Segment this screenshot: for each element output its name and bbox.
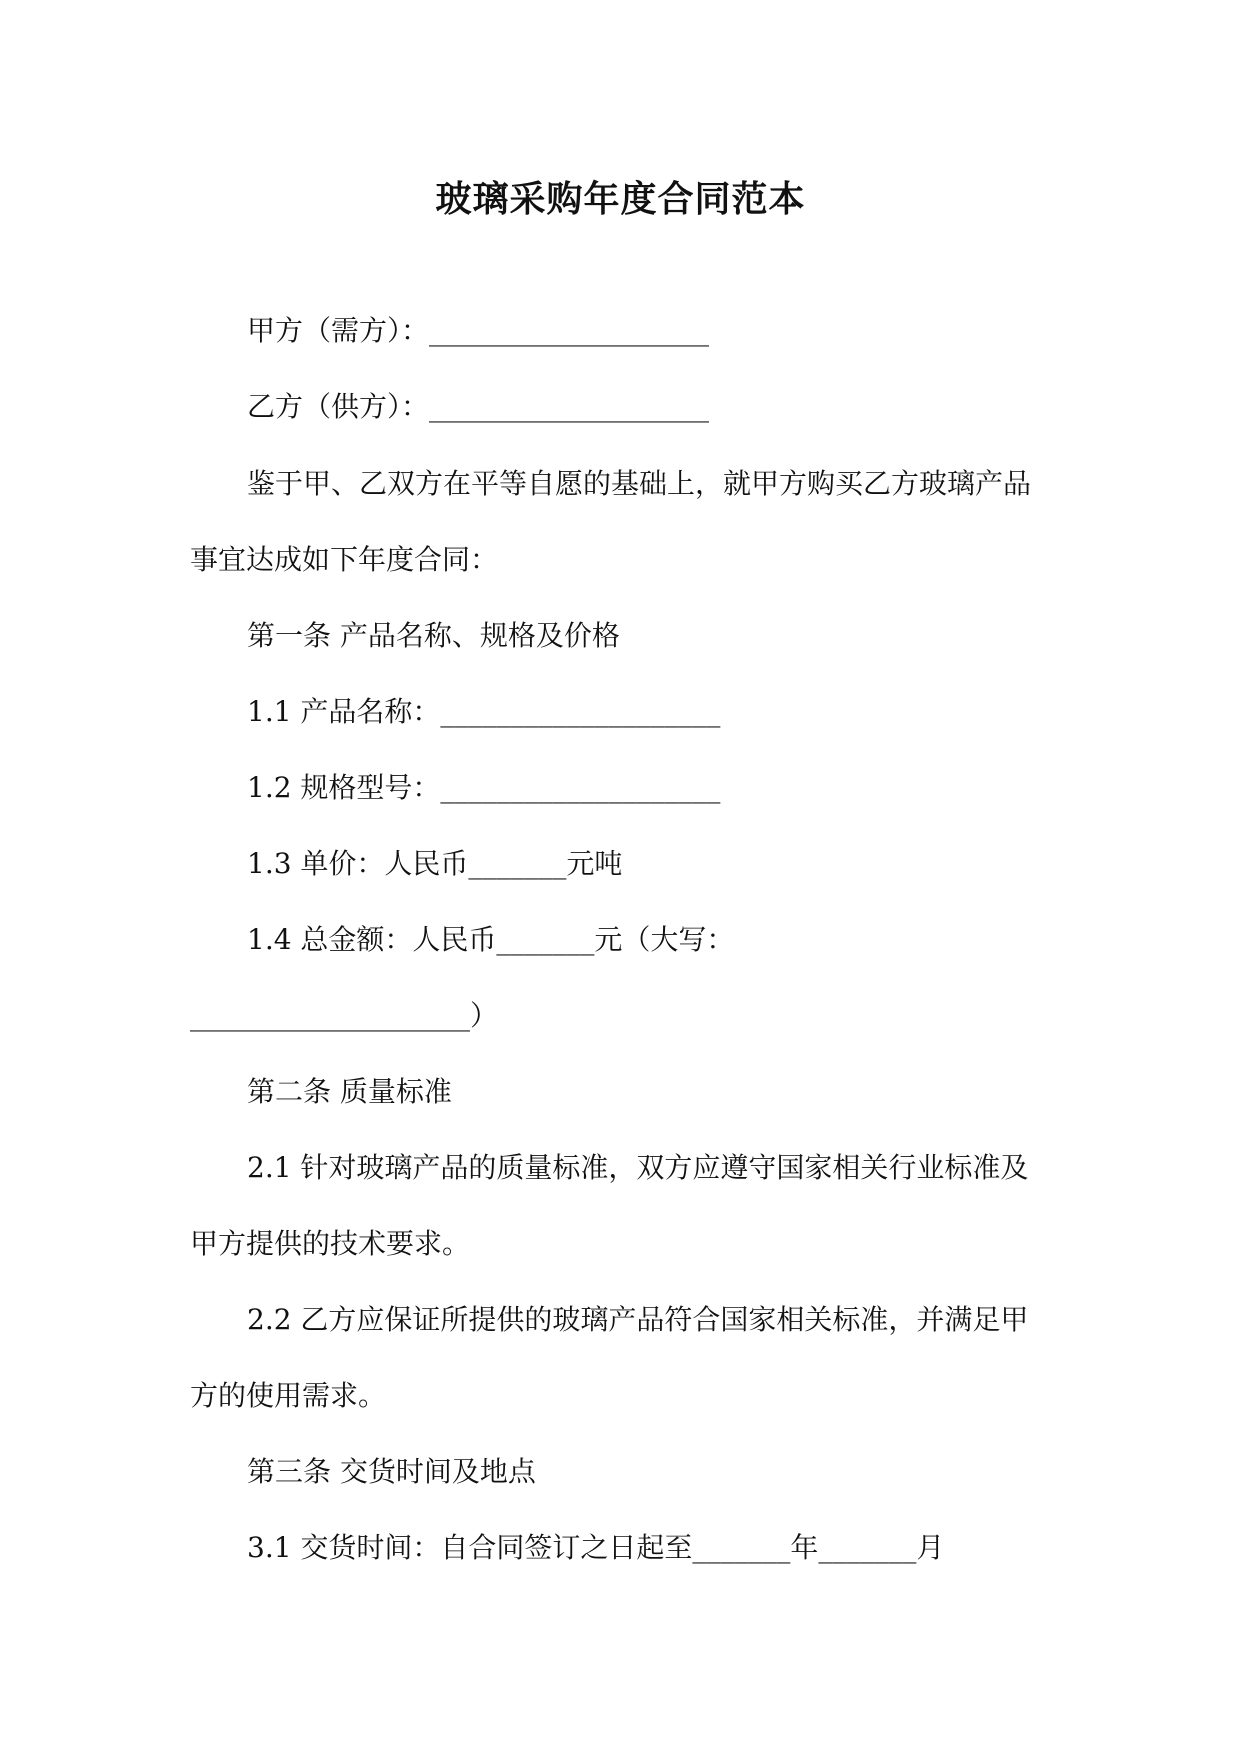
party-b-line: 乙方（供方）：____________________ (247, 390, 710, 423)
clause-3-1: 3.1 交货时间：自合同签订之日起至_______年_______月 (247, 1531, 945, 1564)
article-1-heading: 第一条 产品名称、规格及价格 (247, 619, 620, 652)
article-2-heading: 第二条 质量标准 (247, 1075, 452, 1108)
clause-2-2-line-2: 方的使用需求。 (190, 1379, 387, 1412)
clause-2-2-line-1: 2.2 乙方应保证所提供的玻璃产品符合国家相关标准，并满足甲 (247, 1303, 1029, 1336)
party-a-line: 甲方（需方）：____________________ (247, 314, 710, 347)
preamble-line-1: 鉴于甲、乙双方在平等自愿的基础上，就甲方购买乙方玻璃产品 (247, 467, 1032, 500)
clause-1-3: 1.3 单价：人民币_______元吨 (247, 847, 623, 880)
document-title: 玻璃采购年度合同范本 (435, 178, 806, 220)
clause-2-1-line-1: 2.1 针对玻璃产品的质量标准，双方应遵守国家相关行业标准及 (247, 1151, 1029, 1184)
article-3-heading: 第三条 交货时间及地点 (247, 1455, 536, 1488)
clause-1-4: 1.4 总金额：人民币_______元（大写： (247, 923, 735, 956)
clause-1-4-continued: ____________________） (190, 999, 499, 1032)
clause-1-2: 1.2 规格型号：____________________ (247, 771, 721, 804)
clause-1-1: 1.1 产品名称：____________________ (247, 695, 721, 728)
preamble-line-2: 事宜达成如下年度合同： (190, 543, 499, 576)
clause-2-1-line-2: 甲方提供的技术要求。 (190, 1227, 471, 1260)
